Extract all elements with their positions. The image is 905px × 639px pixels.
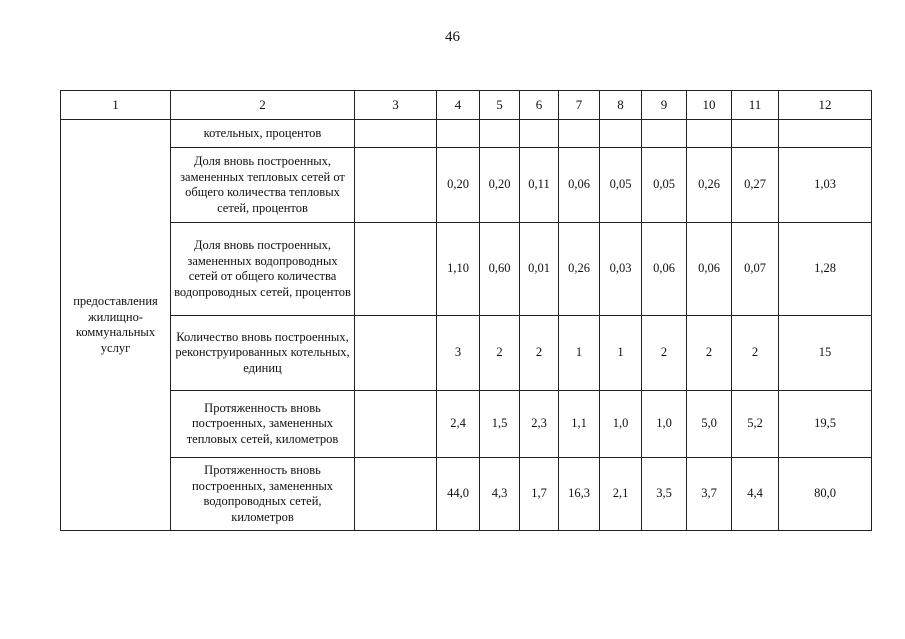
value-cell xyxy=(687,120,732,148)
value-cell: 2,4 xyxy=(437,391,480,458)
col3-cell xyxy=(355,148,437,223)
table-row xyxy=(61,120,872,148)
value-cell: 2 xyxy=(520,316,559,391)
value-cell: 0,06 xyxy=(559,148,600,223)
value-cell: 2 xyxy=(642,316,687,391)
header-cell-3: 3 xyxy=(355,91,437,120)
value-cell: 0,07 xyxy=(732,223,779,316)
value-cell: 1,5 xyxy=(480,391,520,458)
value-cell: 1,1 xyxy=(559,391,600,458)
indicator-cell: Протяженность вновь построенных, замененных водопроводных сетей, километров xyxy=(171,458,355,531)
col3-cell xyxy=(355,223,437,316)
indicator-cell: котельных, процентов xyxy=(171,120,355,148)
value-cell: 0,03 xyxy=(600,223,642,316)
header-cell-4: 4 xyxy=(437,91,480,120)
header-cell-10: 10 xyxy=(687,91,732,120)
value-cell: 0,01 xyxy=(520,223,559,316)
col3-cell xyxy=(355,120,437,148)
indicator-cell: Доля вновь построенных, замененных тепловых сетей от общего количества тепловых сетей, процентов xyxy=(171,148,355,223)
value-cell: 0,11 xyxy=(520,148,559,223)
table-row xyxy=(61,458,872,531)
table-header-row xyxy=(61,91,872,120)
header-cell-7: 7 xyxy=(559,91,600,120)
header-cell-12: 12 xyxy=(779,91,872,120)
indicator-cell: Количество вновь построенных, реконструированных котельных, единиц xyxy=(171,316,355,391)
total-cell: 1,28 xyxy=(779,223,872,316)
value-cell: 2,3 xyxy=(520,391,559,458)
value-cell: 5,2 xyxy=(732,391,779,458)
value-cell: 0,27 xyxy=(732,148,779,223)
value-cell: 0,20 xyxy=(437,148,480,223)
value-cell: 0,05 xyxy=(600,148,642,223)
col3-cell xyxy=(355,458,437,531)
header-cell-6: 6 xyxy=(520,91,559,120)
value-cell: 0,06 xyxy=(687,223,732,316)
header-cell-8: 8 xyxy=(600,91,642,120)
value-cell xyxy=(559,120,600,148)
value-cell: 3,5 xyxy=(642,458,687,531)
value-cell: 16,3 xyxy=(559,458,600,531)
total-cell: 80,0 xyxy=(779,458,872,531)
table-row xyxy=(61,148,872,223)
value-cell: 0,26 xyxy=(687,148,732,223)
value-cell: 2,1 xyxy=(600,458,642,531)
total-cell xyxy=(779,120,872,148)
value-cell: 0,06 xyxy=(642,223,687,316)
value-cell: 1 xyxy=(600,316,642,391)
value-cell: 4,3 xyxy=(480,458,520,531)
value-cell xyxy=(520,120,559,148)
header-cell-1: 1 xyxy=(61,91,171,120)
value-cell: 1,7 xyxy=(520,458,559,531)
value-cell: 1,10 xyxy=(437,223,480,316)
value-cell: 1,0 xyxy=(642,391,687,458)
value-cell: 44,0 xyxy=(437,458,480,531)
value-cell: 1,0 xyxy=(600,391,642,458)
value-cell: 0,26 xyxy=(559,223,600,316)
value-cell: 2 xyxy=(687,316,732,391)
header-cell-11: 11 xyxy=(732,91,779,120)
value-cell: 0,05 xyxy=(642,148,687,223)
indicators-table xyxy=(60,90,872,531)
category-cell: предоставления жилищно-коммунальных услуг xyxy=(61,120,171,531)
value-cell: 5,0 xyxy=(687,391,732,458)
value-cell: 3,7 xyxy=(687,458,732,531)
value-cell xyxy=(732,120,779,148)
table-row xyxy=(61,391,872,458)
col3-cell xyxy=(355,316,437,391)
header-cell-9: 9 xyxy=(642,91,687,120)
indicator-cell: Протяженность вновь построенных, замененных тепловых сетей, километров xyxy=(171,391,355,458)
table-row xyxy=(61,223,872,316)
value-cell: 4,4 xyxy=(732,458,779,531)
value-cell: 3 xyxy=(437,316,480,391)
value-cell: 1 xyxy=(559,316,600,391)
value-cell xyxy=(480,120,520,148)
value-cell: 0,60 xyxy=(480,223,520,316)
total-cell: 1,03 xyxy=(779,148,872,223)
page-number: 46 xyxy=(445,29,460,45)
table-row xyxy=(61,316,872,391)
header-cell-5: 5 xyxy=(480,91,520,120)
value-cell xyxy=(642,120,687,148)
indicator-cell: Доля вновь построенных, замененных водопроводных сетей от общего количества водопроводных сетей, процентов xyxy=(171,223,355,316)
total-cell: 15 xyxy=(779,316,872,391)
value-cell xyxy=(437,120,480,148)
value-cell: 0,20 xyxy=(480,148,520,223)
value-cell: 2 xyxy=(480,316,520,391)
header-cell-2: 2 xyxy=(171,91,355,120)
value-cell xyxy=(600,120,642,148)
value-cell: 2 xyxy=(732,316,779,391)
col3-cell xyxy=(355,391,437,458)
total-cell: 19,5 xyxy=(779,391,872,458)
